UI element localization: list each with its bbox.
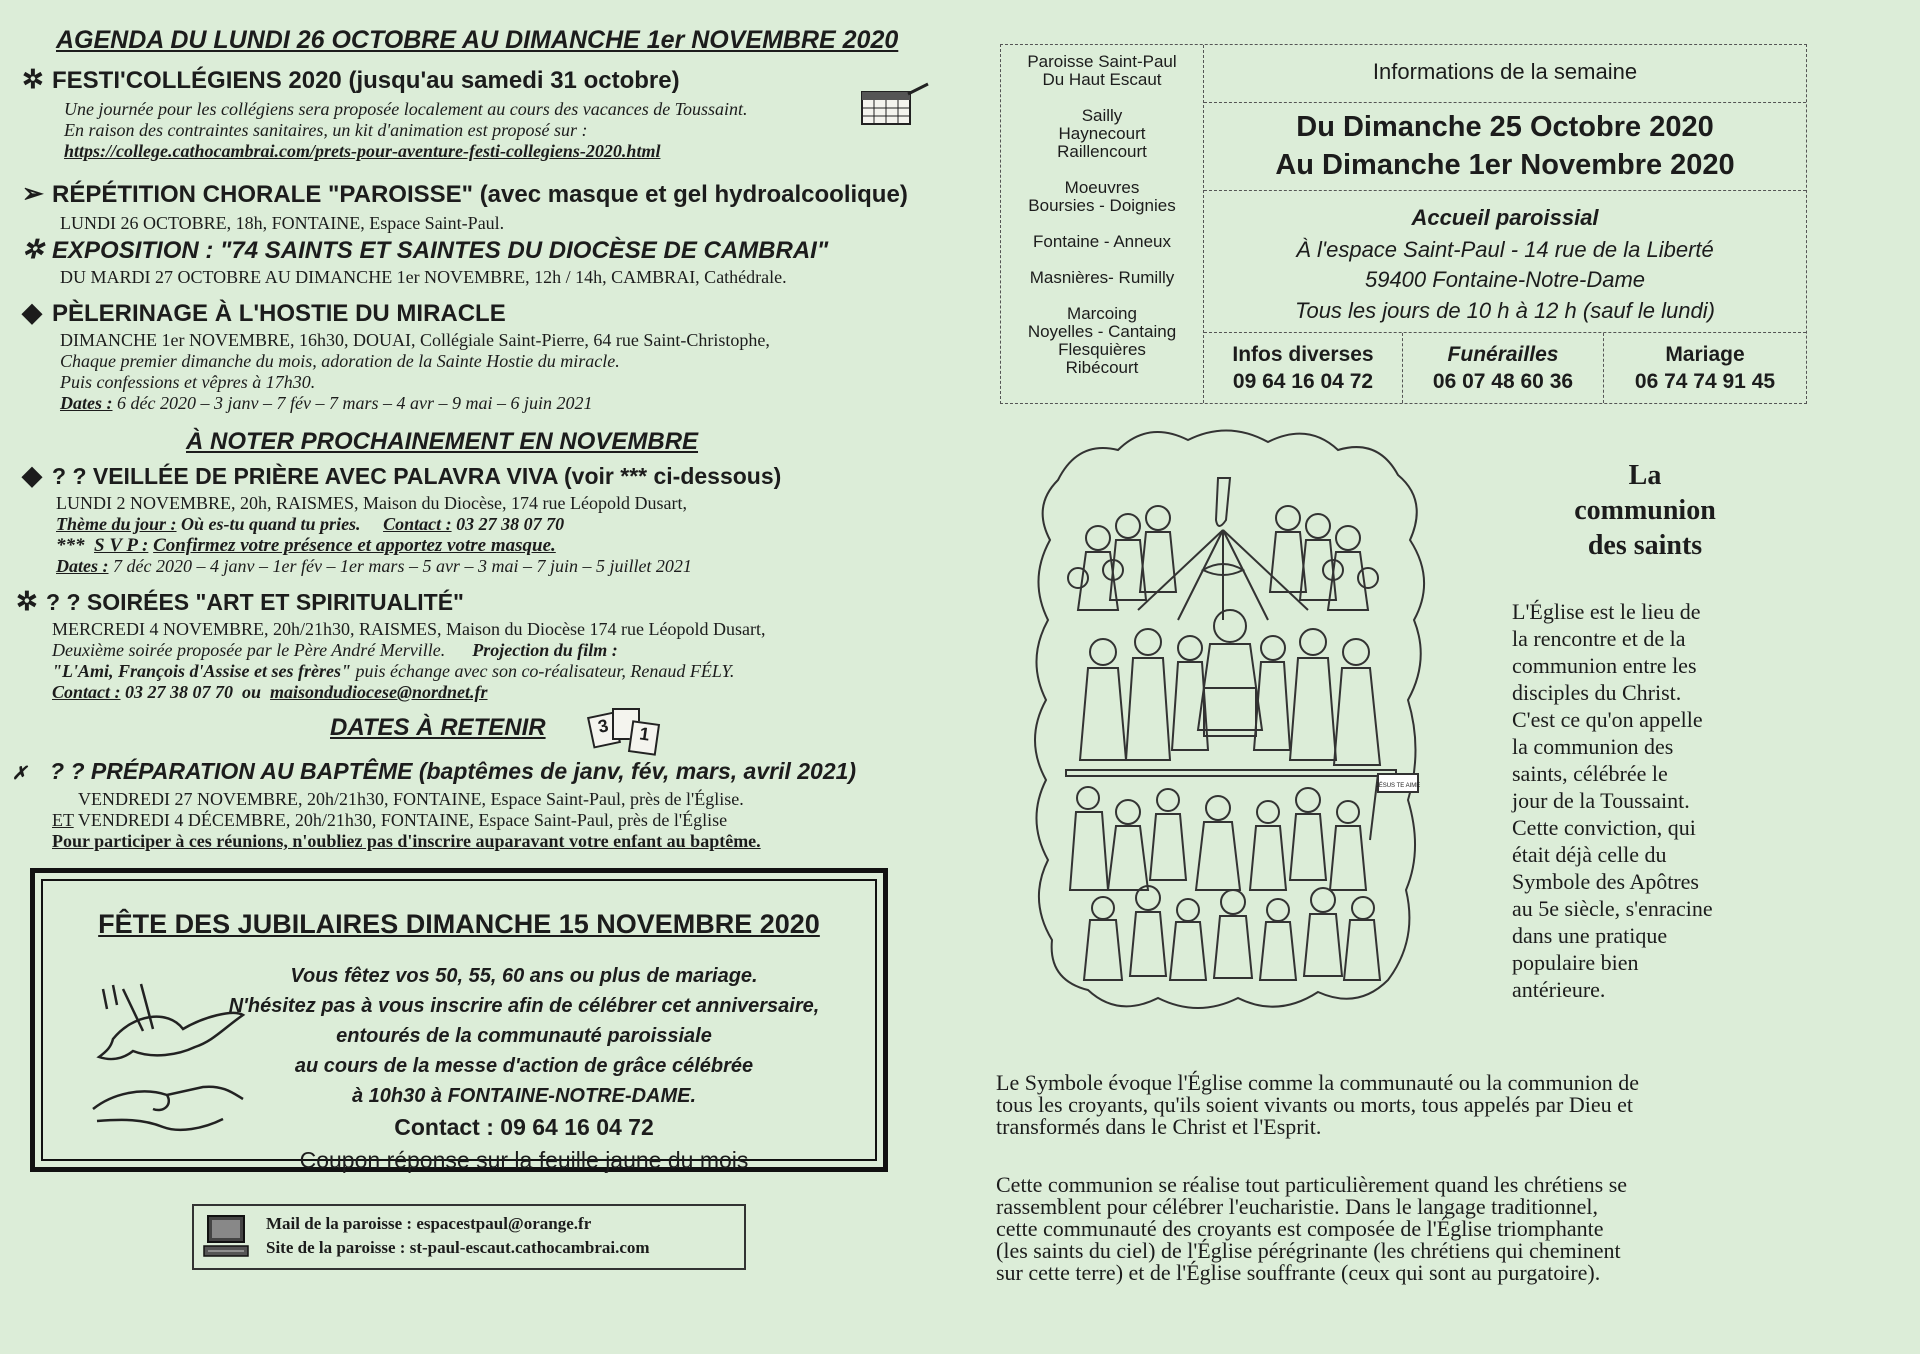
agenda-title: AGENDA DU LUNDI 26 OCTOBRE AU DIMANCHE 1er NOVEMBRE 2020: [56, 26, 899, 54]
diamond-bullet-icon: ◆: [22, 297, 42, 327]
item-title: ? ? PRÉPARATION AU BAPTÊME (baptêmes de janv, fév, mars, avril 2021): [50, 758, 857, 784]
communion-title: La communion des saints: [1574, 460, 1716, 561]
agenda-item-festicollegiens: [22, 64, 748, 162]
jubilaires-title: FÊTE DES JUBILAIRES DIMANCHE 15 NOVEMBRE 2020: [98, 909, 820, 939]
saints-illustration: [1018, 420, 1438, 1020]
item-dates: Dates : 6 déc 2020 – 3 janv – 7 fév – 7 mars – 4 avr – 9 mai – 6 juin 2021: [60, 393, 593, 413]
communion-paragraph-2: Cette communion se réalise tout particulièrement quand les chrétiens se rassemblent pour célébrer l'eucharistie. Dans le langage traditionnel, cette communauté des croyants est composée de l'Église triomphante (les saints du ciel) de l'Église pérégrinante (les chrétiens qui cheminent sur cette terre) et de l'Église souffrante (ceux qui sont au purgatoire).: [996, 1172, 1628, 1285]
week-date-end: Au Dimanche 1er Novembre 2020: [1275, 149, 1735, 181]
item-title: ? ? SOIRÉES "ART ET SPIRITUALITÉ": [46, 589, 464, 615]
banner-text: JÉSUS TE AIME: [1375, 783, 1421, 789]
item-line: "L'Ami, François d'Assise et ses frères" puis échange avec son co-réalisateur, Renaud FÉLY.: [52, 661, 735, 681]
item-line: VENDREDI 27 NOVEMBRE, 20h/21h30, FONTAINE, Espace Saint-Paul, près de l'Église.: [78, 789, 744, 809]
item-line: Chaque premier dimanche du mois, adoration de la Sainte Hostie du miracle.: [60, 351, 620, 371]
phone-number: 06 74 74 91 45: [1634, 370, 1776, 393]
communion-paragraph-1: Le Symbole évoque l'Église comme la communauté ou la communion de tous les croyants, qu'ils soient vivants ou morts, tous appelés par Dieu et transformés dans le Christ et l'Esprit.: [996, 1070, 1640, 1139]
festi-link[interactable]: https://college.cathocambrai.com/prets-pour-aventure-festi-collegiens-2020.html: [64, 141, 661, 161]
accueil-title: Accueil paroissial: [1411, 205, 1599, 230]
parish-group: Moeuvres Boursies - Doignies: [1028, 178, 1176, 215]
item-title: RÉPÉTITION CHORALE "PAROISSE" (avec masque et gel hydroalcoolique): [52, 181, 908, 208]
item-title: PÈLERINAGE À L'HOSTIE DU MIRACLE: [52, 300, 506, 327]
bapteme-note: Pour participer à ces réunions, n'oubliez pas d'inscrire auparavant votre enfant au baptême.: [52, 831, 761, 851]
item-line: DU MARDI 27 OCTOBRE AU DIMANCHE 1er NOVEMBRE, 12h / 14h, CAMBRAI, Cathédrale.: [60, 267, 787, 287]
item-line: Deuxième soirée proposée par le Père André Merville. Projection du film :: [52, 640, 618, 660]
accueil-line: Tous les jours de 10 h à 12 h (sauf le lundi): [1295, 298, 1715, 323]
calendar-icon: [858, 82, 930, 126]
item-line: DIMANCHE 1er NOVEMBRE, 16h30, DOUAI, Collégiale Saint-Pierre, 64 rue Saint-Christophe,: [60, 330, 770, 350]
computer-icon: [202, 1214, 250, 1260]
item-line: Une journée pour les collégiens sera proposée localement au cours des vacances de Toussaint.: [64, 99, 748, 119]
footer-contact-box: [192, 1204, 746, 1270]
star-bullet-icon: ✲: [22, 64, 44, 94]
jubilaires-line: au cours de la messe d'action de grâce célébrée: [294, 1055, 754, 1077]
star-bullet-icon: ✲: [22, 234, 44, 264]
email-link[interactable]: maisondudiocese@nordnet.fr: [270, 682, 488, 702]
agenda-item-pelerinage: [22, 297, 770, 414]
contact-infos: Infos diverses 09 64 16 04 72: [1204, 341, 1402, 395]
agenda-item-veillee: [22, 460, 781, 577]
cross-bullet-icon: ✗: [12, 763, 28, 783]
section-title-dates: DATES À RETENIR: [330, 714, 546, 741]
parish-group: Masnières- Rumilly: [1029, 268, 1175, 287]
item-line: Puis confessions et vêpres à 17h30.: [60, 372, 316, 392]
week-date-start: Du Dimanche 25 Octobre 2020: [1296, 111, 1714, 143]
parish-info-box: [1000, 44, 1807, 404]
jubilaires-contact: Contact : 09 64 16 04 72: [394, 1114, 654, 1140]
item-line: LUNDI 2 NOVEMBRE, 20h, RAISMES, Maison du Diocèse, 174 rue Léopold Dusart,: [56, 493, 687, 513]
calendar-pages-icon: 3 1: [590, 708, 658, 754]
jubilaires-line: à 10h30 à FONTAINE-NOTRE-DAME.: [351, 1085, 697, 1107]
jubilaires-line: Vous fêtez vos 50, 55, 60 ans ou plus de mariage.: [290, 965, 758, 987]
info-title: Informations de la semaine: [1372, 59, 1638, 84]
parish-group: Marcoing Noyelles - Cantaing Flesquières Ribécourt: [1027, 304, 1177, 377]
contact-line: Contact : 03 27 38 07 70 ou maisondudiocese@nordnet.fr: [52, 682, 488, 702]
item-line: LUNDI 26 OCTOBRE, 18h, FONTAINE, Espace Saint-Paul.: [60, 213, 505, 233]
arrow-bullet-icon: ➢: [22, 178, 44, 208]
parish-group: Paroisse Saint-Paul Du Haut Escaut: [1027, 52, 1177, 89]
parish-mail[interactable]: Mail de la paroisse : espacestpaul@orange.fr: [266, 1214, 592, 1233]
item-line: ET VENDREDI 4 DÉCEMBRE, 20h/21h30, FONTAINE, Espace Saint-Paul, près de l'Église: [52, 810, 728, 830]
parish-group: Fontaine - Anneux: [1033, 232, 1171, 251]
phone-number: 06 07 48 60 36: [1432, 370, 1574, 393]
item-title: EXPOSITION : "74 SAINTS ET SAINTES DU DIOCÈSE DE CAMBRAI": [52, 237, 829, 264]
jubilaires-coupon: Coupon réponse sur la feuille jaune du mois: [299, 1147, 749, 1173]
agenda-item-soirees: [16, 586, 765, 703]
contact-mariage: Mariage 06 74 74 91 45: [1604, 341, 1806, 395]
accueil-line: 59400 Fontaine-Notre-Dame: [1364, 267, 1646, 292]
theme-line: Thème du jour : Où es-tu quand tu pries. Contact : 03 27 38 07 70: [56, 514, 565, 534]
item-title: ? ? VEILLÉE DE PRIÈRE AVEC PALAVRA VIVA (voir *** ci-dessous): [52, 463, 782, 489]
jubilaires-line: entourés de la communauté paroissiale: [336, 1025, 712, 1047]
phone-number: 09 64 16 04 72: [1232, 370, 1374, 393]
item-dates: Dates : 7 déc 2020 – 4 janv – 1er fév – 1er mars – 5 avr – 3 mai – 7 juin – 5 juillet 2021: [56, 556, 692, 576]
communion-side-text: L'Église est le lieu de la rencontre et de la communion entre les disciples du Christ. C'est ce qu'on appelle la communion des saints, célébrée le jour de la Toussaint. Cette conviction, qui était déjà celle du Symbole des Apôtres au 5e siècle, s'enracine dans une pratique populaire bien antérieure.: [1512, 599, 1713, 1002]
agenda-item-exposition: [22, 234, 828, 288]
parish-list: [1001, 53, 1203, 377]
jubilaires-line: N'hésitez pas à vous inscrire afin de célébrer cet anniversaire,: [228, 995, 820, 1017]
diamond-bullet-icon: ◆: [22, 460, 42, 490]
item-line: MERCREDI 4 NOVEMBRE, 20h/21h30, RAISMES, Maison du Diocèse 174 rue Léopold Dusart,: [52, 619, 766, 639]
contact-funerailles: Funérailles 06 07 48 60 36: [1403, 341, 1603, 395]
item-title: FESTI'COLLÉGIENS 2020 (jusqu'au samedi 31 octobre): [52, 67, 680, 94]
accueil-line: À l'espace Saint-Paul - 14 rue de la Liberté: [1296, 237, 1714, 262]
section-title-novembre: À NOTER PROCHAINEMENT EN NOVEMBRE: [186, 428, 699, 455]
parish-site[interactable]: Site de la paroisse : st-paul-escaut.cathocambrai.com: [266, 1238, 650, 1257]
star-bullet-icon: ✲: [16, 586, 38, 616]
svp-line: *** S V P : Confirmez votre présence et apportez votre masque.: [56, 535, 556, 556]
agenda-item-chorale: [22, 178, 908, 234]
parish-group: Sailly Haynecourt Raillencourt: [1057, 106, 1147, 161]
agenda-item-bapteme: [12, 758, 856, 852]
jubilaires-box: [30, 868, 888, 1172]
item-line: En raison des contraintes sanitaires, un kit d'animation est proposé sur :: [64, 120, 588, 140]
